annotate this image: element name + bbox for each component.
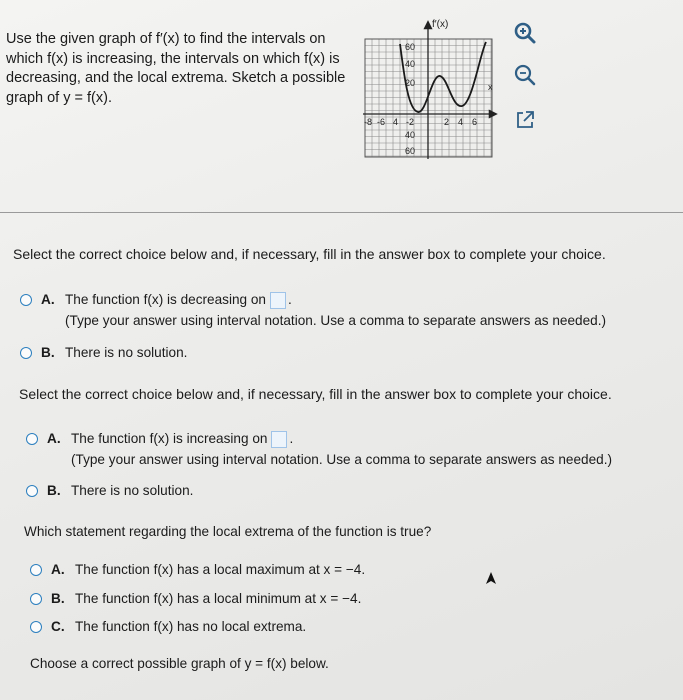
q1-instruction: Select the correct choice below and, if necessary, fill in the answer box to complete your choice. <box>13 246 606 262</box>
derivative-graph <box>360 14 510 164</box>
q3-option-c[interactable] <box>30 619 306 634</box>
option-text: The function f(x) has no local extrema. <box>75 619 307 634</box>
option-text: The function f(x) has a local maximum at x = −4. <box>75 562 366 577</box>
section-divider <box>0 212 683 213</box>
y-tick-label: 20 <box>405 78 416 88</box>
option-letter: A. <box>47 431 61 446</box>
radio-button[interactable] <box>20 294 32 306</box>
option-hint: (Type your answer using interval notation. Use a comma to separate answers as needed.) <box>71 452 613 467</box>
option-body: The function f(x) is increasing on . (Type your answer using interval notation. Use a comma to separate answers as needed.) <box>71 431 613 467</box>
x-axis-label: x <box>488 82 493 92</box>
option-letter: A. <box>51 562 65 577</box>
option-hint: (Type your answer using interval notation. Use a comma to separate answers as needed.) <box>65 313 607 328</box>
x-tick-label: 6 <box>472 117 478 127</box>
x-tick-label: 2 <box>444 117 450 127</box>
radio-button[interactable] <box>30 621 42 633</box>
q4-question: Choose a correct possible graph of y = f(x) below. <box>30 656 329 671</box>
q1-option-b[interactable] <box>20 345 187 360</box>
radio-button[interactable] <box>20 347 32 359</box>
q2-instruction: Select the correct choice below and, if necessary, fill in the answer box to complete your choice. <box>19 386 612 402</box>
x-tick-label: -2 <box>406 117 415 127</box>
x-tick-label: -8 <box>364 117 373 127</box>
option-body: The function f(x) is decreasing on . (Type your answer using interval notation. Use a comma to separate answers as needed.) <box>65 292 607 328</box>
answer-box[interactable] <box>270 292 286 309</box>
option-text: The function f(x) is decreasing on <box>65 292 266 308</box>
q1-option-a[interactable] <box>20 292 606 328</box>
q3-option-b[interactable] <box>30 591 361 606</box>
zoom-in-icon <box>512 20 538 46</box>
mouse-cursor-icon <box>484 570 498 588</box>
option-letter: A. <box>41 292 55 307</box>
problem-prompt: Use the given graph of f′(x) to find the intervals on which f(x) is increasing, the intervals on which f(x) is decreasing, and the local extrema. Sketch a possible graph of y = f(x). <box>6 31 346 106</box>
radio-button[interactable] <box>30 564 42 576</box>
y-tick-label: 40 <box>405 59 416 69</box>
y-tick-label: 60 <box>405 42 416 52</box>
q2-option-a[interactable] <box>26 431 612 467</box>
open-external-button[interactable] <box>512 107 538 133</box>
y-axis-label: f′(x) <box>432 19 449 30</box>
option-letter: B. <box>51 591 65 606</box>
option-text: There is no solution. <box>71 483 194 498</box>
option-text: The function f(x) has a local minimum at x = −4. <box>75 591 362 606</box>
zoom-in-button[interactable] <box>512 20 538 46</box>
x-tick-label: -6 <box>377 117 386 127</box>
q3-option-a[interactable] <box>30 562 365 577</box>
zoom-out-icon <box>512 62 538 88</box>
y-tick-label: 40 <box>405 130 416 140</box>
radio-button[interactable] <box>26 433 38 445</box>
option-letter: B. <box>41 345 55 360</box>
zoom-out-button[interactable] <box>512 62 538 88</box>
x-tick-label: 4 <box>458 117 464 127</box>
x-tick-label: 4 <box>393 117 399 127</box>
q2-option-b[interactable] <box>26 483 193 498</box>
radio-button[interactable] <box>30 593 42 605</box>
option-letter: B. <box>47 483 61 498</box>
open-external-icon <box>512 107 538 133</box>
answer-box[interactable] <box>271 431 287 448</box>
option-text: There is no solution. <box>65 345 188 360</box>
option-letter: C. <box>51 619 65 634</box>
q3-question: Which statement regarding the local extrema of the function is true? <box>24 524 432 539</box>
option-text: The function f(x) is increasing on <box>71 431 268 447</box>
y-tick-label: 60 <box>405 146 416 156</box>
radio-button[interactable] <box>26 485 38 497</box>
